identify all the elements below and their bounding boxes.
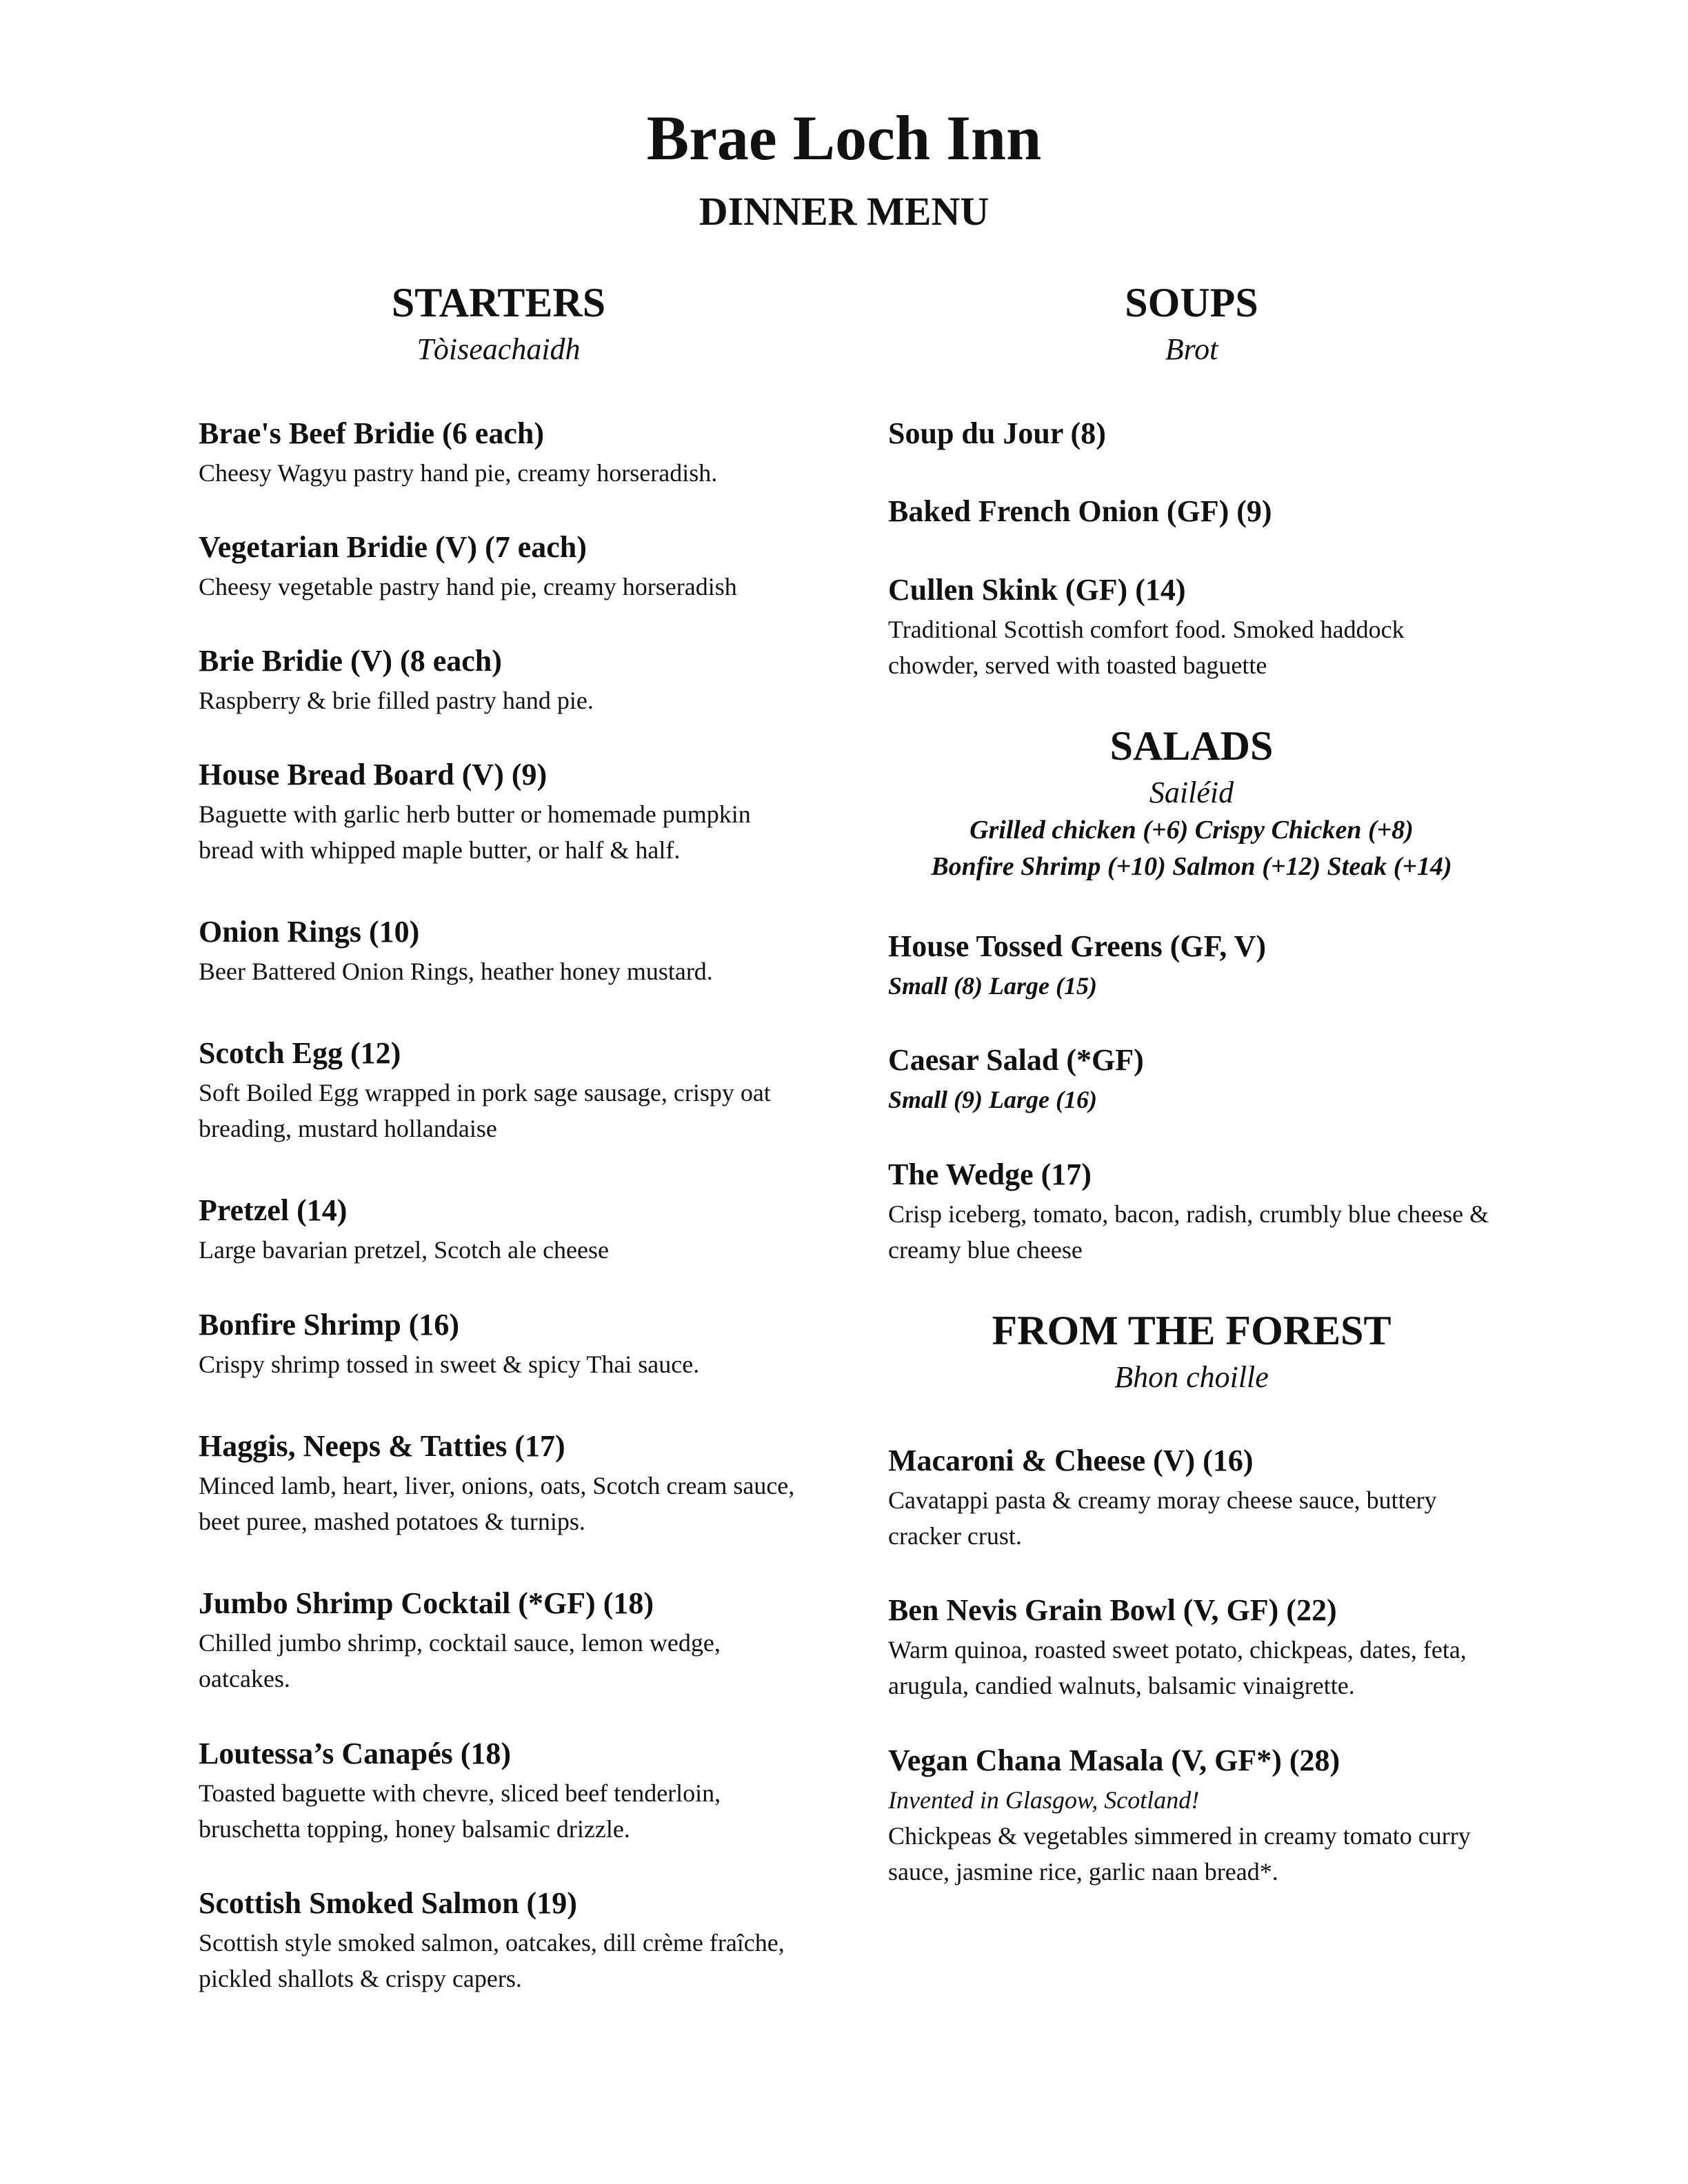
forest-title: FROM THE FOREST	[992, 1308, 1391, 1353]
item-name: Vegan Chana Masala (V, GF*) (28)	[888, 1743, 1340, 1777]
menu-item-cullen-skink	[888, 572, 1495, 683]
item-name: Pretzel (14)	[199, 1193, 348, 1227]
item-name: Cullen Skink (GF) (14)	[888, 573, 1186, 607]
forest-header	[888, 1307, 1495, 1397]
item-name: Ben Nevis Grain Bowl (V, GF) (22)	[888, 1593, 1337, 1627]
item-name: Soup du Jour (8)	[888, 416, 1106, 450]
salads-addons-line-1: Grilled chicken (+6) Crispy Chicken (+8)	[969, 816, 1414, 845]
item-name: Brae's Beef Bridie (6 each)	[199, 416, 544, 450]
item-description: Baguette with garlic herb butter or homemade pumpkin bread with whipped maple butter, or half & half.	[199, 800, 751, 864]
item-name: Caesar Salad (*GF)	[888, 1043, 1144, 1077]
starters-column	[199, 0, 798, 2184]
menu-item-vegetarian-bridie	[199, 529, 798, 605]
item-description: Traditional Scottish comfort food. Smoked haddock chowder, served with toasted baguette	[888, 615, 1405, 679]
menu-item-house-bread-board	[199, 757, 798, 868]
item-tagline: Invented in Glasgow, Scotland!	[888, 1786, 1200, 1814]
item-name: Scottish Smoked Salmon (19)	[199, 1886, 577, 1920]
menu-item-grain-bowl	[888, 1593, 1495, 1703]
menu-item-chana-masala	[888, 1743, 1495, 1890]
salads-addons-line-2: Bonfire Shrimp (+10) Salmon (+12) Steak (+14)	[931, 852, 1452, 882]
menu-item-brie-bridie	[199, 643, 798, 718]
menu-item-house-tossed-greens	[888, 929, 1495, 1004]
item-name: Haggis, Neeps & Tatties (17)	[199, 1429, 565, 1463]
item-name: Loutessa’s Canapés (18)	[199, 1737, 512, 1770]
item-description: Cavatappi pasta & creamy moray cheese sauce, buttery cracker crust.	[888, 1486, 1437, 1550]
menu-item-onion-rings	[199, 914, 798, 989]
soups-title: SOUPS	[1125, 280, 1258, 325]
item-sizes: Small (9) Large (16)	[888, 1085, 1097, 1113]
salads-header	[888, 722, 1495, 886]
menu-title: DINNER MENU	[699, 189, 989, 234]
item-description: Toasted baguette with chevre, sliced beef tenderloin, bruschetta topping, honey balsamic drizzle.	[199, 1779, 721, 1843]
menu-item-mac-and-cheese	[888, 1443, 1495, 1554]
item-description: Cheesy vegetable pastry hand pie, creamy horseradish	[199, 572, 737, 600]
item-name: Scotch Egg (12)	[199, 1036, 401, 1070]
soups-subtitle: Brot	[1165, 332, 1218, 366]
item-name: House Tossed Greens (GF, V)	[888, 929, 1267, 963]
forest-subtitle: Bhon choille	[1114, 1360, 1269, 1394]
item-description: Warm quinoa, roasted sweet potato, chickpeas, dates, feta, arugula, candied walnuts, balsamic vinaigrette.	[888, 1635, 1467, 1699]
item-description: Cheesy Wagyu pastry hand pie, creamy horseradish.	[199, 458, 718, 487]
menu-item-french-onion	[888, 494, 1495, 530]
menu-item-bonfire-shrimp	[199, 1307, 798, 1382]
item-description: Chilled jumbo shrimp, cocktail sauce, lemon wedge, oatcakes.	[199, 1628, 721, 1692]
item-name: Brie Bridie (V) (8 each)	[199, 644, 502, 678]
item-description: Large bavarian pretzel, Scotch ale cheese	[199, 1235, 610, 1264]
starters-subtitle: Tòiseachaidh	[416, 332, 581, 366]
right-column	[888, 0, 1495, 2184]
starters-title: STARTERS	[391, 280, 606, 325]
item-description: Beer Battered Onion Rings, heather honey mustard.	[199, 957, 713, 985]
item-name: The Wedge (17)	[888, 1157, 1092, 1191]
item-description: Soft Boiled Egg wrapped in pork sage sausage, crispy oat breading, mustard hollandaise	[199, 1078, 771, 1142]
item-description: Crispy shrimp tossed in sweet & spicy Thai sauce.	[199, 1350, 700, 1378]
item-name: Baked French Onion (GF) (9)	[888, 494, 1272, 528]
menu-item-caesar-salad	[888, 1042, 1495, 1118]
item-description: Chickpeas & vegetables simmered in creamy tomato curry sauce, jasmine rice, garlic naan bread*.	[888, 1821, 1471, 1886]
menu-item-scotch-egg	[199, 1035, 798, 1146]
salads-subtitle: Sailéid	[1149, 776, 1234, 809]
menu-item-pretzel	[199, 1193, 798, 1268]
item-description: Scottish style smoked salmon, oatcakes, dill crème fraîche, pickled shallots & crispy capers.	[199, 1928, 785, 1992]
menu-item-the-wedge	[888, 1157, 1495, 1268]
menu-item-haggis	[199, 1428, 798, 1539]
item-description: Crisp iceberg, tomato, bacon, radish, crumbly blue cheese & creamy blue cheese	[888, 1200, 1489, 1264]
menu-item-smoked-salmon	[199, 1885, 798, 1996]
item-name: Jumbo Shrimp Cocktail (*GF) (18)	[199, 1586, 654, 1620]
menu-item-beef-bridie	[199, 416, 798, 491]
restaurant-name: Brae Loch Inn	[646, 103, 1042, 173]
item-name: Onion Rings (10)	[199, 915, 420, 949]
item-description: Minced lamb, heart, liver, onions, oats, Scotch cream sauce, beet puree, mashed potatoes & turnips.	[199, 1471, 795, 1535]
menu-item-canapes	[199, 1736, 798, 1847]
salads-title: SALADS	[1109, 723, 1274, 769]
item-description: Raspberry & brie filled pastry hand pie.	[199, 686, 594, 714]
starters-header	[199, 279, 798, 369]
item-sizes: Small (8) Large (15)	[888, 971, 1097, 1000]
item-name: House Bread Board (V) (9)	[199, 758, 547, 791]
menu-item-soup-du-jour	[888, 416, 1495, 452]
menu-item-jumbo-shrimp-cocktail	[199, 1586, 798, 1697]
item-name: Macaroni & Cheese (V) (16)	[888, 1444, 1254, 1477]
item-name: Bonfire Shrimp (16)	[199, 1308, 460, 1342]
soups-header	[888, 279, 1495, 369]
item-name: Vegetarian Bridie (V) (7 each)	[199, 530, 587, 564]
